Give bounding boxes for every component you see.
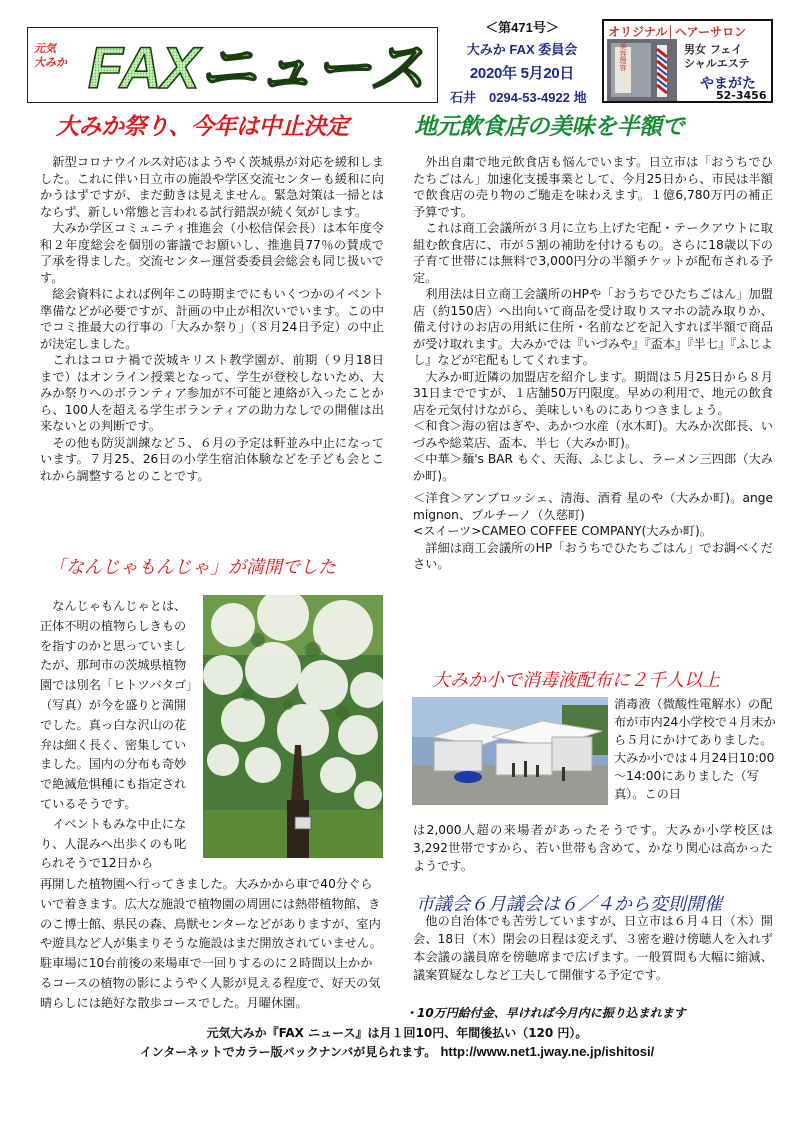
benefit-note: ・10万円給付金、早ければ今月内に振り込まれます [405, 1006, 686, 1020]
contact-line: 石井 0294-53-4922 地 [450, 90, 587, 105]
restaurant-details: 詳細は商工会議所のHP「おうちでひたちごはん」でお調べください。 [413, 540, 773, 571]
fax-news-logo [82, 30, 432, 100]
ad-shop-name: やまがた [700, 76, 756, 92]
restaurant-list-chuka: ＜中華＞麺's BAR もぐ、天海、ふじよし、ラーメン三四郎（大みか町)。 [413, 452, 773, 483]
ad-service-1: 男女 フェイ [684, 43, 743, 56]
restaurant-paragraph: これは商工会議所が３月に立ち上げた宅配・テークアウトに取組む飲食店に、市が５割の補助を付けるもの。さらに18歳以下の子育て世帯には無料で3,000円分の半額チケットが配布される予定。 [413, 221, 773, 285]
salon-ad [602, 19, 773, 103]
restaurant-paragraph: 大みか町近隣の加盟店を紹介します。期間は５月25日から８月31日までですが、１店舗50万円限度。早めの利用で、地元の飲食店を元気付けながら、美味しいものにありつきましょう。 [413, 369, 773, 417]
footer-web-text: インターネットでカラー版バックナンバが見られます。 [139, 1045, 437, 1059]
salon-storefront-image [607, 39, 677, 101]
festival-paragraph: 総会資料によれば例年この時期までにもいくつかのイベント準備などが必要ですが、計画の中止が相次いでいます。この中でコミ推最大の行事の「大みか祭り」（８月24日予定）の中止が決定しました。 [40, 287, 384, 351]
issue-info [442, 17, 602, 106]
ad-services [684, 43, 750, 71]
headline-nanjamonja: 「なんじゃもんじゃ」が満開でした [48, 557, 336, 577]
backnumber-link[interactable]: http://www.net1.jway.ne.jp/ishitosi/ [440, 1044, 655, 1059]
nanjamonja-paragraph: イベントもみな中止になり、人混みへ出歩くのも叱られそうで12日から [40, 816, 187, 871]
tent-distribution-photo [412, 697, 608, 805]
nanjamonja-text [40, 597, 198, 874]
headline-city-council: 市議会６月議会は６／４から変則開催 [416, 894, 722, 914]
disinfectant-text: 消毒液（微酸性電解水）の配布が市内24小学校で４月末から５月にかけてありました。大みか小では４月24日10:00～14:00にありました（写真）。この日 [614, 697, 776, 801]
city-council-text [413, 912, 773, 984]
ad-sign-text: 美容理容 [619, 43, 627, 71]
article-restaurants [413, 154, 773, 573]
restaurant-paragraph: 利用法は日立商工会議所のHPや「おうちでひたちごはん」加盟店（約150店）へ出向いて商品を受け取りスマホの読み取りか、備え付けのお店の用紙に住所・名前などを記入すれば半額で商品が受け取れます。大みかでは『いづみや』『盃本』『半七』『ふじよし』などが宅配もしてくれます。 [413, 287, 773, 367]
headline-restaurants: 地元飲食店の美味を半額で [414, 113, 684, 139]
restaurant-paragraph: 外出自粛で地元飲食店も悩んでいます。日立市は「おうちでひたちごはん」加速化支援事業として、今月25日から、市民は半額で飲食店の売り物のご馳走を味わえます。１億6,780万円の補正予算です。 [413, 155, 773, 219]
logo-text: FAXニュース [88, 36, 426, 100]
article-festival [40, 154, 384, 484]
festival-paragraph: その他も防災訓練など５、６月の予定は軒並み中止になっています。７月25、26日の小学生宿泊体験などを子ども会とこれから調整するとのことです。 [40, 435, 384, 483]
tagline-omika: 大みか [34, 56, 67, 69]
ad-phone: 52-3456 [716, 89, 767, 102]
disinfectant-continued: は2,000人超の来場者があったそうです。大みか小学校区は3,292世帯ですから、若い世帯も含めて、かなり関心は高かったようです。 [413, 823, 773, 873]
footer-web [0, 1043, 794, 1060]
headline-disinfectant: 大みか小で消毒液配布に２千人以上 [432, 670, 720, 690]
issue-date: 2020年 5月20日 [469, 65, 575, 82]
restaurant-list-washoku: ＜和食＞海の宿はぎや、あかつ水産（水木町)。大みか次郎長、いづみや総菜店、盃本、半七（大みか町)。 [413, 419, 773, 450]
restaurant-list-yoshoku: ＜洋食＞アンブロッシェ、清海、酒肴 星のや（大みか町)。ange mignon、プルチーノ（久慈町) [413, 491, 773, 522]
ad-title-original: オリジナル [608, 25, 668, 39]
footer-subscription: 元気大みか『FAX ニュース』は月１回10円、年間後払い（120 円）。 [206, 1026, 588, 1040]
festival-paragraph: これはコロナ禍で茨城キリスト教学園が、前期（９月18日まで）はオンライン授業となって、学生が登校しないため、大みか祭りへのボランティア参加が不可能と連絡が入ったことから、100人を超える学生ボランティアの助力なしでの開催は出来ないとの判断です。 [40, 353, 384, 433]
ad-service-2: シャルエステ [684, 57, 750, 70]
committee-name: 大みか FAX 委員会 [466, 42, 578, 57]
city-council-paragraph: 他の自治体でも苦労していますが、日立市は６月４日（木）開会、18日（木）閉会の日程は変えず、３密を避け傍聴人を入れず本会議の議員席を傍聴席まで広げます。一般質問も大幅に縮減、議案質疑なしなど工夫して開催する予定です。 [413, 914, 773, 982]
flowering-tree-photo [203, 595, 383, 858]
restaurant-list-sweets: <スイーツ>CAMEO COFFEE COMPANY(大みか町)。 [413, 524, 712, 538]
nanjamonja-paragraph: なんじゃもんじゃとは、正体不明の植物らしきものを指すのかと思っていましたが、那珂市の茨城県植物園では別名「ヒトツバタゴ」（写真）が今を盛りと満開でした。真っ白な沢山の花弁は細く長く、密集していました。国内の分布も奇妙で絶滅危惧種にも指定されているそうです。 [40, 599, 193, 811]
ad-title-salon: ヘアーサロン [674, 25, 747, 39]
festival-paragraph: 大みか学区コミュニティ推進会（小松信保会長）は本年度令和２年度総会を個別の審議でお願いし、推進員77％の賛成で了承を得ました。交流センター運営委委員会総会も同じ扱いです。 [40, 221, 384, 285]
masthead-tagline [34, 42, 67, 70]
headline-festival: 大みか祭り、今年は中止決定 [56, 113, 349, 139]
tagline-genki: 元気 [34, 42, 56, 55]
nanjamonja-continued: 再開した植物園へ行ってきました。大みかから車で40分ぐらいで着きます。広大な施設で植物園の周囲には熱帯植物館、きのこ博士館、県民の森、鳥獣センターなどがありますが、室内や遊具など人が集まりそうな施設はまだ開放されていません。駐車場に10台前後の来場車で一回りするのに２時間以上かかるコースの植物の影にようやく人影が見える程度で、好天の気晴らしには絶好な散歩コースでした。月曜休園。 [40, 877, 382, 1010]
festival-paragraph: 新型コロナウイルス対応はようやく茨城県が対応を緩和しました。これに伴い日立市の施設や学区交流センターも緩和に向かうはずですが、まだ動きは見えません。緊急対策は一掃とはならず、新しい常態と言われる試行錯誤が続く気がします。 [40, 155, 384, 219]
ad-title: オリジナル│ヘアーサロン [608, 25, 747, 39]
issue-number: ＜第471号＞ [485, 20, 559, 35]
